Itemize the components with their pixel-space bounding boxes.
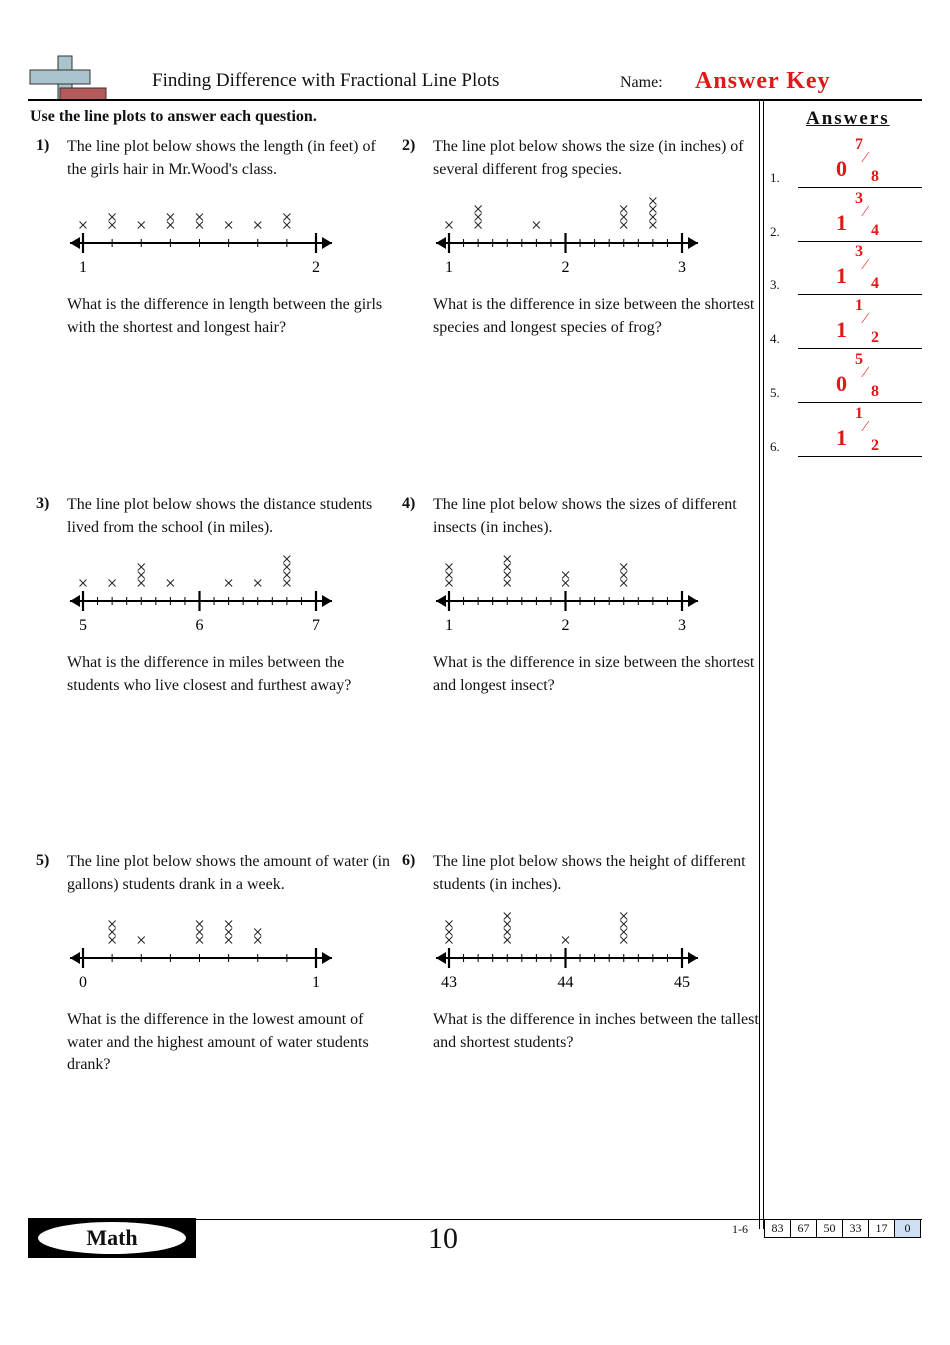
data-mark-x	[225, 921, 232, 928]
data-mark-x	[196, 921, 203, 928]
data-mark-x	[504, 564, 511, 571]
line-plot	[66, 907, 346, 997]
data-mark-x	[446, 564, 453, 571]
data-mark-x	[649, 222, 656, 229]
axis-arrow-right	[688, 595, 698, 607]
axis-arrow-left	[70, 237, 80, 249]
tick-label: 2	[561, 259, 570, 276]
score-range-label: 1-6	[732, 1222, 748, 1236]
answer-row	[770, 188, 922, 242]
data-mark-x	[446, 921, 453, 928]
data-mark-x	[283, 556, 290, 563]
data-mark-x	[283, 580, 290, 587]
data-mark-x	[109, 937, 116, 944]
score-row	[765, 1220, 921, 1238]
tick-label: 3	[678, 259, 686, 276]
data-mark-x	[80, 222, 87, 229]
data-mark-x	[504, 556, 511, 563]
data-mark-x	[504, 921, 511, 928]
data-mark-x	[196, 222, 203, 229]
answer-row	[770, 241, 922, 295]
data-mark-x	[475, 214, 482, 221]
question-ask: What is the difference in the lowest amount of water and the highest amount of water students drank?	[67, 1011, 369, 1073]
data-mark-x	[196, 214, 203, 221]
answer-numerator: 3	[855, 243, 863, 260]
tick-label: 1	[445, 259, 453, 276]
axis-arrow-left	[70, 952, 80, 964]
score-cell: 83	[765, 1220, 791, 1238]
tick-label: 45	[674, 974, 690, 991]
answer-whole: 0	[836, 371, 847, 396]
tick-label: 0	[79, 974, 87, 991]
data-mark-x	[649, 198, 656, 205]
axis-arrow-right	[322, 595, 332, 607]
fraction-slash: ∕	[864, 311, 867, 327]
data-mark-x	[620, 929, 627, 936]
answer-row	[770, 349, 922, 403]
answer-line	[798, 456, 922, 457]
data-mark-x	[620, 222, 627, 229]
question-prompt: The line plot below shows the sizes of different insects (in inches).	[433, 496, 737, 536]
tick-label: 1	[79, 259, 87, 276]
answer-row	[770, 134, 922, 188]
data-mark-x	[225, 580, 232, 587]
data-mark-x	[562, 572, 569, 579]
data-mark-x	[109, 580, 116, 587]
tick-label: 1	[445, 617, 453, 634]
data-mark-x	[504, 572, 511, 579]
answer-denominator: 8	[871, 383, 879, 400]
axis-arrow-left	[70, 595, 80, 607]
data-mark-x	[620, 564, 627, 571]
data-mark-x	[283, 222, 290, 229]
data-mark-x	[620, 921, 627, 928]
math-logo-label: Math	[38, 1222, 186, 1254]
data-mark-x	[620, 580, 627, 587]
answer-denominator: 8	[871, 168, 879, 185]
answer-number: 5.	[770, 385, 780, 400]
axis-arrow-left	[436, 237, 446, 249]
score-cell: 17	[869, 1220, 895, 1238]
line-plot	[432, 550, 712, 640]
answer-numerator: 5	[855, 351, 863, 368]
answer-number: 4.	[770, 331, 780, 346]
data-mark-x	[196, 929, 203, 936]
answer-number: 3.	[770, 277, 780, 292]
data-mark-x	[283, 572, 290, 579]
question-number: 5)	[36, 852, 50, 869]
answer-denominator: 4	[871, 275, 879, 292]
question-prompt: The line plot below shows the size (in inches) of several different frog species.	[433, 138, 744, 178]
answer-column-divider-inner	[763, 101, 764, 1229]
data-mark-x	[533, 222, 540, 229]
line-plot	[66, 550, 346, 640]
data-mark-x	[225, 937, 232, 944]
fraction-slash: ∕	[864, 150, 867, 166]
data-mark-x	[225, 222, 232, 229]
instructions: Use the line plots to answer each question.	[30, 108, 317, 125]
header-divider	[28, 99, 922, 101]
data-mark-x	[446, 580, 453, 587]
question-prompt: The line plot below shows the distance students lived from the school (in miles).	[67, 496, 373, 536]
question-prompt: The line plot below shows the length (in feet) of the girls hair in Mr.Wood's class.	[67, 138, 376, 178]
data-mark-x	[504, 929, 511, 936]
answer-whole: 1	[836, 425, 847, 450]
data-mark-x	[109, 929, 116, 936]
question-number: 2)	[402, 137, 416, 154]
answer-number: 1.	[770, 170, 780, 185]
question-ask: What is the difference in size between the shortest and longest insect?	[433, 654, 755, 694]
data-mark-x	[138, 572, 145, 579]
tick-label: 6	[195, 617, 204, 634]
data-mark-x	[167, 222, 174, 229]
data-mark-x	[138, 937, 145, 944]
data-mark-x	[446, 937, 453, 944]
question-ask: What is the difference in size between the shortest species and longest species of frog?	[433, 296, 755, 336]
answer-denominator: 4	[871, 222, 879, 239]
data-mark-x	[138, 580, 145, 587]
answer-row	[770, 403, 922, 457]
tick-label: 7	[312, 617, 320, 634]
data-mark-x	[475, 222, 482, 229]
score-table	[764, 1219, 921, 1238]
answer-number: 2.	[770, 224, 780, 239]
data-mark-x	[225, 929, 232, 936]
data-mark-x	[254, 580, 261, 587]
question-ask: What is the difference in length between the girls with the shortest and longest hair?	[67, 296, 383, 336]
question-number: 3)	[36, 495, 50, 512]
logo-cross-icon	[28, 54, 108, 102]
tick-label: 1	[312, 974, 320, 991]
tick-label: 2	[561, 617, 570, 634]
fraction-slash: ∕	[864, 204, 867, 220]
data-mark-x	[446, 572, 453, 579]
data-mark-x	[283, 564, 290, 571]
answer-whole: 0	[836, 156, 847, 181]
score-cell: 50	[817, 1220, 843, 1238]
data-mark-x	[109, 214, 116, 221]
answer-row	[770, 295, 922, 349]
question-prompt: The line plot below shows the height of different students (in inches).	[433, 853, 746, 893]
data-mark-x	[562, 937, 569, 944]
data-mark-x	[475, 206, 482, 213]
answer-whole: 1	[836, 210, 847, 235]
axis-arrow-right	[688, 237, 698, 249]
answer-numerator: 1	[855, 405, 863, 422]
score-cell: 0	[895, 1220, 921, 1238]
question-number: 1)	[36, 137, 50, 154]
score-cell: 67	[791, 1220, 817, 1238]
fraction-slash: ∕	[864, 365, 867, 381]
answer-numerator: 3	[855, 190, 863, 207]
answer-whole: 1	[836, 317, 847, 342]
question-prompt: The line plot below shows the amount of water (in gallons) students drank in a week.	[67, 853, 391, 893]
data-mark-x	[138, 564, 145, 571]
data-mark-x	[649, 206, 656, 213]
fraction-slash: ∕	[864, 419, 867, 435]
data-mark-x	[167, 580, 174, 587]
question-number: 4)	[402, 495, 416, 512]
math-logo	[28, 1218, 196, 1258]
data-mark-x	[80, 580, 87, 587]
tick-label: 2	[312, 259, 320, 276]
answer-numerator: 7	[855, 136, 863, 153]
answer-denominator: 2	[871, 329, 879, 346]
answer-key-label: Answer Key	[695, 68, 831, 94]
axis-arrow-right	[322, 237, 332, 249]
answer-numerator: 1	[855, 297, 863, 314]
page-number: 10	[428, 1222, 458, 1255]
tick-label: 3	[678, 617, 686, 634]
data-mark-x	[562, 580, 569, 587]
data-mark-x	[504, 937, 511, 944]
data-mark-x	[620, 572, 627, 579]
data-mark-x	[620, 937, 627, 944]
data-mark-x	[504, 580, 511, 587]
tick-label: 5	[79, 617, 87, 634]
data-mark-x	[254, 222, 261, 229]
answer-number: 6.	[770, 439, 780, 454]
data-mark-x	[254, 929, 261, 936]
data-mark-x	[649, 214, 656, 221]
name-label: Name:	[620, 74, 663, 91]
data-mark-x	[254, 937, 261, 944]
data-mark-x	[620, 913, 627, 920]
score-cell: 33	[843, 1220, 869, 1238]
data-mark-x	[196, 937, 203, 944]
data-mark-x	[446, 222, 453, 229]
answer-denominator: 2	[871, 437, 879, 454]
tick-label: 44	[557, 974, 574, 991]
axis-arrow-left	[436, 952, 446, 964]
data-mark-x	[109, 222, 116, 229]
answers-title: Answers	[806, 108, 890, 129]
data-mark-x	[167, 214, 174, 221]
data-mark-x	[283, 214, 290, 221]
axis-arrow-right	[688, 952, 698, 964]
data-mark-x	[109, 921, 116, 928]
axis-arrow-left	[436, 595, 446, 607]
answer-whole: 1	[836, 263, 847, 288]
question-ask: What is the difference in miles between the students who live closest and furthest away?	[67, 654, 352, 694]
fraction-slash: ∕	[864, 257, 867, 273]
data-mark-x	[620, 214, 627, 221]
question-ask: What is the difference in inches between the tallest and shortest students?	[433, 1011, 759, 1051]
axis-arrow-right	[322, 952, 332, 964]
data-mark-x	[446, 929, 453, 936]
data-mark-x	[138, 222, 145, 229]
tick-label: 43	[441, 974, 457, 991]
worksheet-title: Finding Difference with Fractional Line Plots	[152, 70, 500, 91]
question-number: 6)	[402, 852, 416, 869]
line-plot	[66, 192, 346, 282]
data-mark-x	[504, 913, 511, 920]
data-mark-x	[620, 206, 627, 213]
line-plot	[432, 192, 712, 282]
line-plot	[432, 907, 712, 997]
